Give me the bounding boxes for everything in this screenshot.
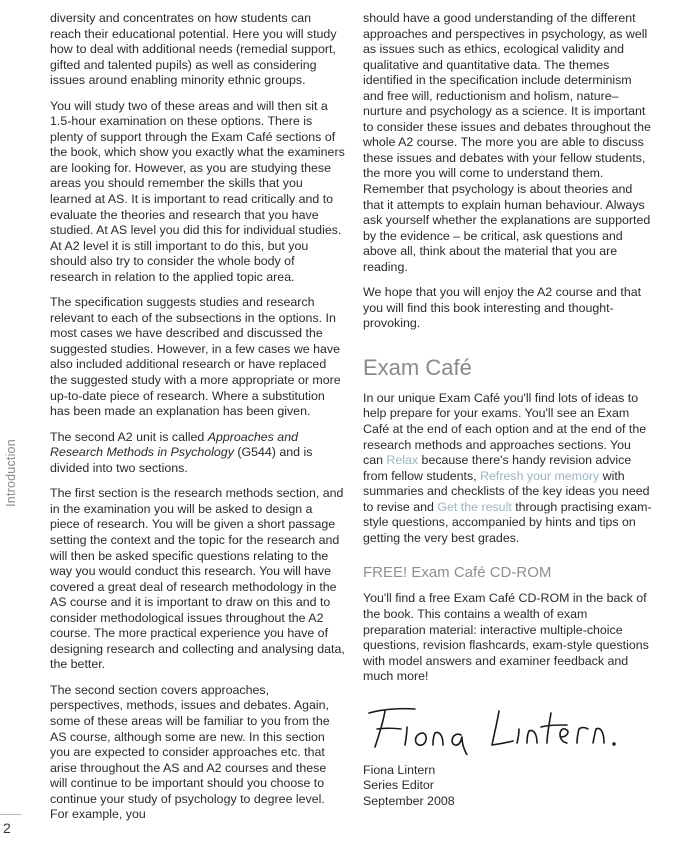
relax-highlight: Relax xyxy=(386,453,419,468)
exam-cafe-intro-part-4: through practising exam-style questions, accompanied by hints and tips on getting the very best grades. xyxy=(363,499,652,545)
paragraph-educational-potential: diversity and concentrates on how students can reach their educational potential. Here you will study how to deal with additional needs (remedial support, gifted and talented pupils) as well as considering issues around enabling minority ethnic groups. xyxy=(50,11,337,88)
unit-title: Approaches and Research Methods in Psychology xyxy=(50,429,298,460)
cd-rom-paragraph: You'll find a free Exam Café CD-ROM in the back of the book. This contains a wealth of exam preparation material: interactive multiple-choice questions, revision flashcards, exam-style questions with model answers and examiner feedback and much more! xyxy=(363,591,649,684)
second-unit-text-end: (G544) and is divided into two sections. xyxy=(50,445,313,475)
exam-cafe-intro-part-3: with summaries and checklists of the key ideas you need to revise and xyxy=(363,468,650,514)
exam-cafe-intro xyxy=(363,391,653,546)
page-number: 2 xyxy=(3,820,11,836)
section-label: Introduction xyxy=(4,439,18,507)
sign-off-date: September 2008 xyxy=(363,793,455,808)
get-result-highlight: Get the result xyxy=(437,499,512,514)
exam-cafe-intro-part-2: because there's handy revision advice from fellow students, xyxy=(363,453,632,483)
paragraph-second-unit xyxy=(50,430,345,477)
left-column xyxy=(50,11,345,832)
refresh-memory-highlight: Refresh your memory xyxy=(480,468,600,483)
paragraph-specification: The specification suggests studies and research relevant to each of the subsections in the options. In most cases we have described and discussed the suggested studies. However, in a few cases we have also included additional research or have replaced the suggested study with a more appropriate or more up-to-date piece of research. Where a substitution has been made an explanation has been given. xyxy=(50,295,341,419)
exam-cafe-heading: Exam Café xyxy=(363,354,472,380)
second-unit-text-start: The second A2 unit is called xyxy=(50,429,208,444)
sign-off xyxy=(363,763,653,810)
cd-rom-heading: FREE! Exam Café CD-ROM xyxy=(363,564,552,582)
page-number-rule xyxy=(0,814,22,815)
paragraph-hope: We hope that you will enjoy the A2 course and that you will find this book interesting and thought-provoking. xyxy=(363,285,642,331)
section-sidebar xyxy=(4,428,18,518)
exam-cafe-intro-part-1: In our unique Exam Café you'll find lots of ideas to help prepare for your exams. You'll see an Exam Café at the end of each option and at the end of the research methods and approaches sections. You can xyxy=(363,390,647,468)
right-column xyxy=(363,11,653,809)
paragraph-two-areas: You will study two of these areas and will then sit a 1.5-hour examination on these options. There is plenty of support through the Exam Café sections of the book, which show you exactly what the examiners are looking for. However, as you are studying these areas you should remember the skills that you learned at AS. It is important to read critically and to evaluate the theories and research that you have studied. At AS level you did this for individual studies. At A2 level it is still important to do this, but you should also try to consider the whole body of research in relation to the applied topic area. xyxy=(50,98,345,284)
paragraph-research-methods: The first section is the research methods section, and in the examination you will be asked to design a piece of research. You will be given a short passage setting the context and the topic for the research and will then be asked specific questions relating to the way you would conduct this research. You will have covered a great deal of research methodology in the AS course and it is important to draw on this and to consider methodological issues throughout the A2 course. The more practical experience you have of designing research and collecting and analysing data, the better. xyxy=(50,486,345,672)
editor-role: Series Editor xyxy=(363,778,434,793)
editor-name: Fiona Lintern xyxy=(363,762,436,777)
paragraph-understanding: should have a good understanding of the different approaches and perspectives in psychology, as well as issues such as ethics, ecological validity and qualitative and quantitative data. The themes identified in the specification include determinism and free will, reductionism and holism, nature–nurture and psychology as a science. It is important to consider these issues and debates throughout the whole A2 course. The more you are able to discuss these issues and debates with your fellow students, the more you will come to understand them. Remember that psychology is about theories and that it attempts to explain human behaviour. Always ask yourself whether the explanations are supported by the evidence – be critical, ask questions and above all, think about the material that you are reading. xyxy=(363,11,651,274)
paragraph-approaches: The second section covers approaches, perspectives, methods, issues and debates. Again, some of these areas will be familiar to you from the AS course, although some are new. In this section you are expected to consider approaches etc. that arise throughout the AS and A2 courses and these will continue to be important should you choose to continue your study of psychology to degree level. For example, you xyxy=(50,682,330,822)
handwritten-signature xyxy=(363,697,628,755)
